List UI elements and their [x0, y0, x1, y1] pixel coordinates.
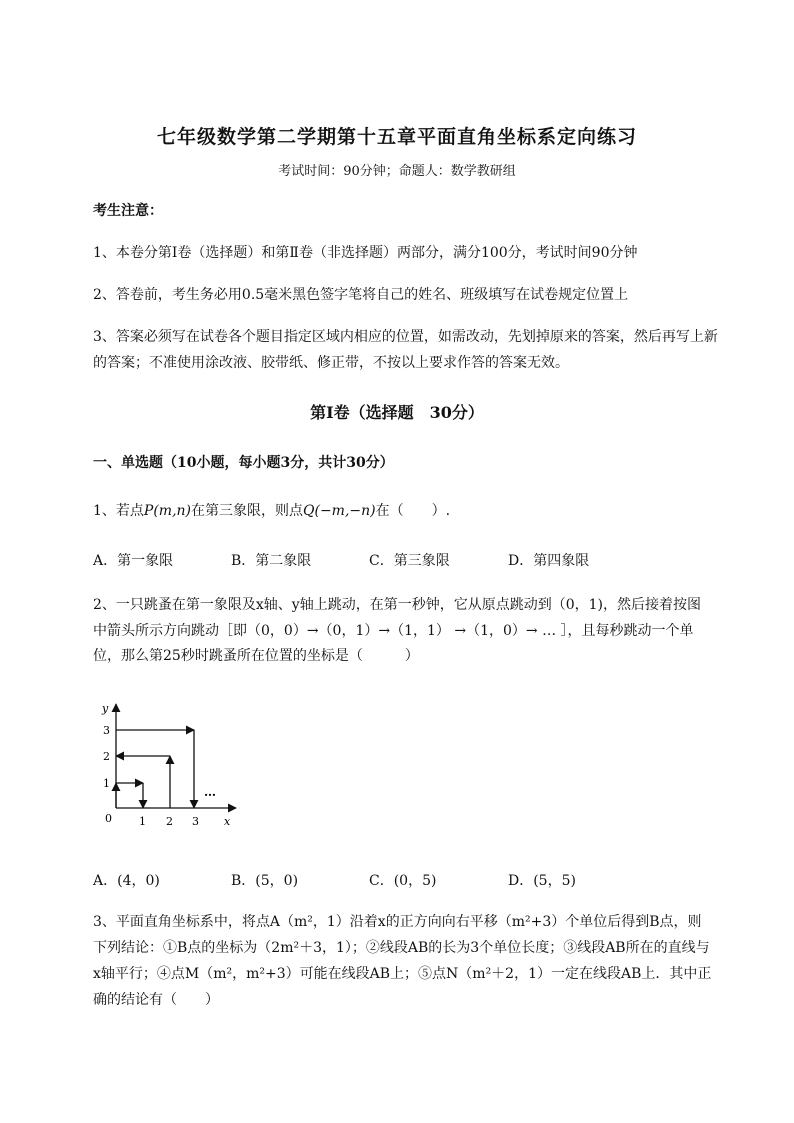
q2-figure [96, 700, 246, 830]
q2-option-c: C．(0，5) [369, 873, 437, 889]
x-tick-3: 3 [192, 815, 199, 828]
q2-line-2: 中箭头所示方向跳动［即（0，0）→（0，1）→（1，1） →（1，0）→ … ］，且每秒跳动一个单 [93, 623, 694, 639]
y-tick-2: 2 [103, 750, 110, 763]
page-title: 七年级数学第二学期第十五章平面直角坐标系定向练习 [156, 126, 637, 148]
q1-point-q: Q(−m,−n) [303, 503, 376, 519]
q1-suffix: 在（ ）. [375, 503, 451, 519]
q1-option-c: C．第三象限 [369, 553, 450, 569]
x-axis-label: x [224, 815, 231, 828]
q1-prefix: 1、若点 [93, 503, 144, 519]
q2-line-3: 位，那么第25秒时跳蚤所在位置的坐标是（ ） [93, 648, 419, 664]
question-1 [93, 500, 450, 520]
q3-line-1: 3、平面直角坐标系中，将点A（m²，1）沿着x的正方向向右平移（m²+3）个单位后得到B点，则 [93, 914, 702, 930]
q2-option-b: B．(5，0) [231, 873, 299, 889]
y-tick-3: 3 [103, 724, 110, 737]
origin-label: 0 [105, 812, 112, 825]
q3-line-4: 确的结论有（ ） [93, 992, 219, 1008]
q1-option-b: B．第二象限 [231, 553, 312, 569]
note-item-1: 1、本卷分第I卷（选择题）和第Ⅱ卷（非选择题）两部分，满分100分，考试时间90分钟 [93, 245, 638, 261]
q1-option-a: A．第一象限 [93, 553, 174, 569]
note-item-2: 2、答卷前，考生务必用0.5毫米黑色签字笔将自己的姓名、班级填写在试卷规定位置上 [93, 287, 629, 303]
y-tick-1: 1 [103, 777, 110, 790]
part-heading: 一、单选题（10小题，每小题3分，共计30分） [93, 455, 394, 471]
y-axis-label: y [102, 702, 109, 715]
note-item-3-cont: 的答案；不准使用涂改液、胶带纸、修正带，不按以上要求作答的答案无效。 [93, 355, 569, 371]
q2-line-1: 2、一只跳蚤在第一象限及x轴、y轴上跳动，在第一秒钟，它从原点跳动到（0，1)，然后接着按图 [93, 597, 701, 613]
notes-heading: 考生注意： [93, 203, 163, 219]
x-tick-2: 2 [166, 815, 173, 828]
section-title: 第I卷（选择题 30分） [310, 403, 484, 422]
q2-option-a: A．(4，0) [93, 873, 160, 889]
exam-info: 考试时间：90分钟；命题人：数学教研组 [278, 164, 516, 179]
q1-point-p: P(m,n) [143, 503, 192, 519]
note-item-3: 3、答案必须写在试卷各个题目指定区域内相应的位置，如需改动，先划掉原来的答案，然后再写上新 [93, 329, 718, 345]
continuation-dots: … [204, 785, 216, 799]
q3-line-3: x轴平行；④点M（m²，m²+3）可能在线段AB上；⑤点N（m²＋2，1）一定在线段AB上．其中正 [93, 966, 712, 982]
q2-option-d: D．(5，5) [508, 873, 576, 889]
q1-option-d: D．第四象限 [508, 553, 590, 569]
x-tick-1: 1 [139, 815, 146, 828]
q1-mid: 在第三象限，则点 [191, 503, 304, 519]
q3-line-2: 下列结论：①B点的坐标为（2m²＋3，1）；②线段AB的长为3个单位长度；③线段AB所在的直线与 [93, 940, 710, 956]
